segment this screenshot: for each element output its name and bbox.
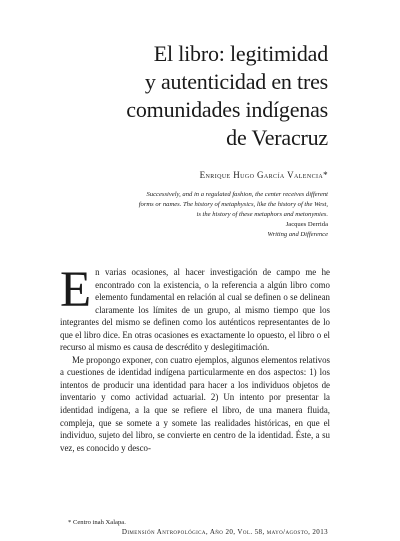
title-line: de Veracruz: [226, 125, 328, 150]
drop-cap: E: [60, 262, 92, 318]
footnote: * Centro inah Xalapa.: [68, 519, 126, 526]
paragraph-text: n varias ocasiones, al hacer investigación de campo me he encontrado con la existencia, o la referencia a algún libro como elemento fundamental en relación al cual se definen o se delinean claramente los límites de un grupo, al mismo tiempo que los integrantes del mismo se definen como los auténticos representantes de lo que el libro dice. En otras ocasiones es exactamente lo opuesto, el libro o el recurso al mismo es causa de descrédito y deslegitimación.: [60, 267, 330, 353]
epigraph-work: Writing and Difference: [267, 231, 328, 238]
title-line: y autenticidad en tres: [144, 69, 328, 94]
article-title: [28, 40, 328, 152]
paragraph: [60, 262, 330, 354]
epigraph-text: Successively, and in a regulated fashion, the center receives different forms or names. The history of metaphysics, like the history of the West, is the history of these metaphors and metonymies.: [138, 191, 328, 218]
epigraph-author: Jacques Derrida: [285, 221, 328, 228]
title-line: El libro: legitimidad: [153, 41, 328, 66]
author-name: Enrique Hugo García Valencia*: [199, 170, 328, 180]
article-body: [60, 262, 330, 454]
paragraph: Me propongo exponer, con cuatro ejemplos, algunos elementos relativos a cuestiones de identidad indígena particularmente en dos aspectos: 1) los intentos de producir una identidad para hacer a los individuos objetos de inventario y como actividad actuarial. 2) Un intento por presentar la identidad indígena, a la que se refiere el libro, de una manera fluida, compleja, que se somete a y somete las realidades históricas, en que el individuo, sujeto del libro, se convierte en centro de la identidad. Éste, a su vez, es conocido y desco-: [60, 354, 330, 453]
title-line: comunidades indígenas: [126, 97, 328, 122]
epigraph: [138, 190, 328, 240]
running-footer: Dimensión Antropológica, Año 20, Vol. 58, mayo/agosto, 2013: [121, 528, 328, 536]
